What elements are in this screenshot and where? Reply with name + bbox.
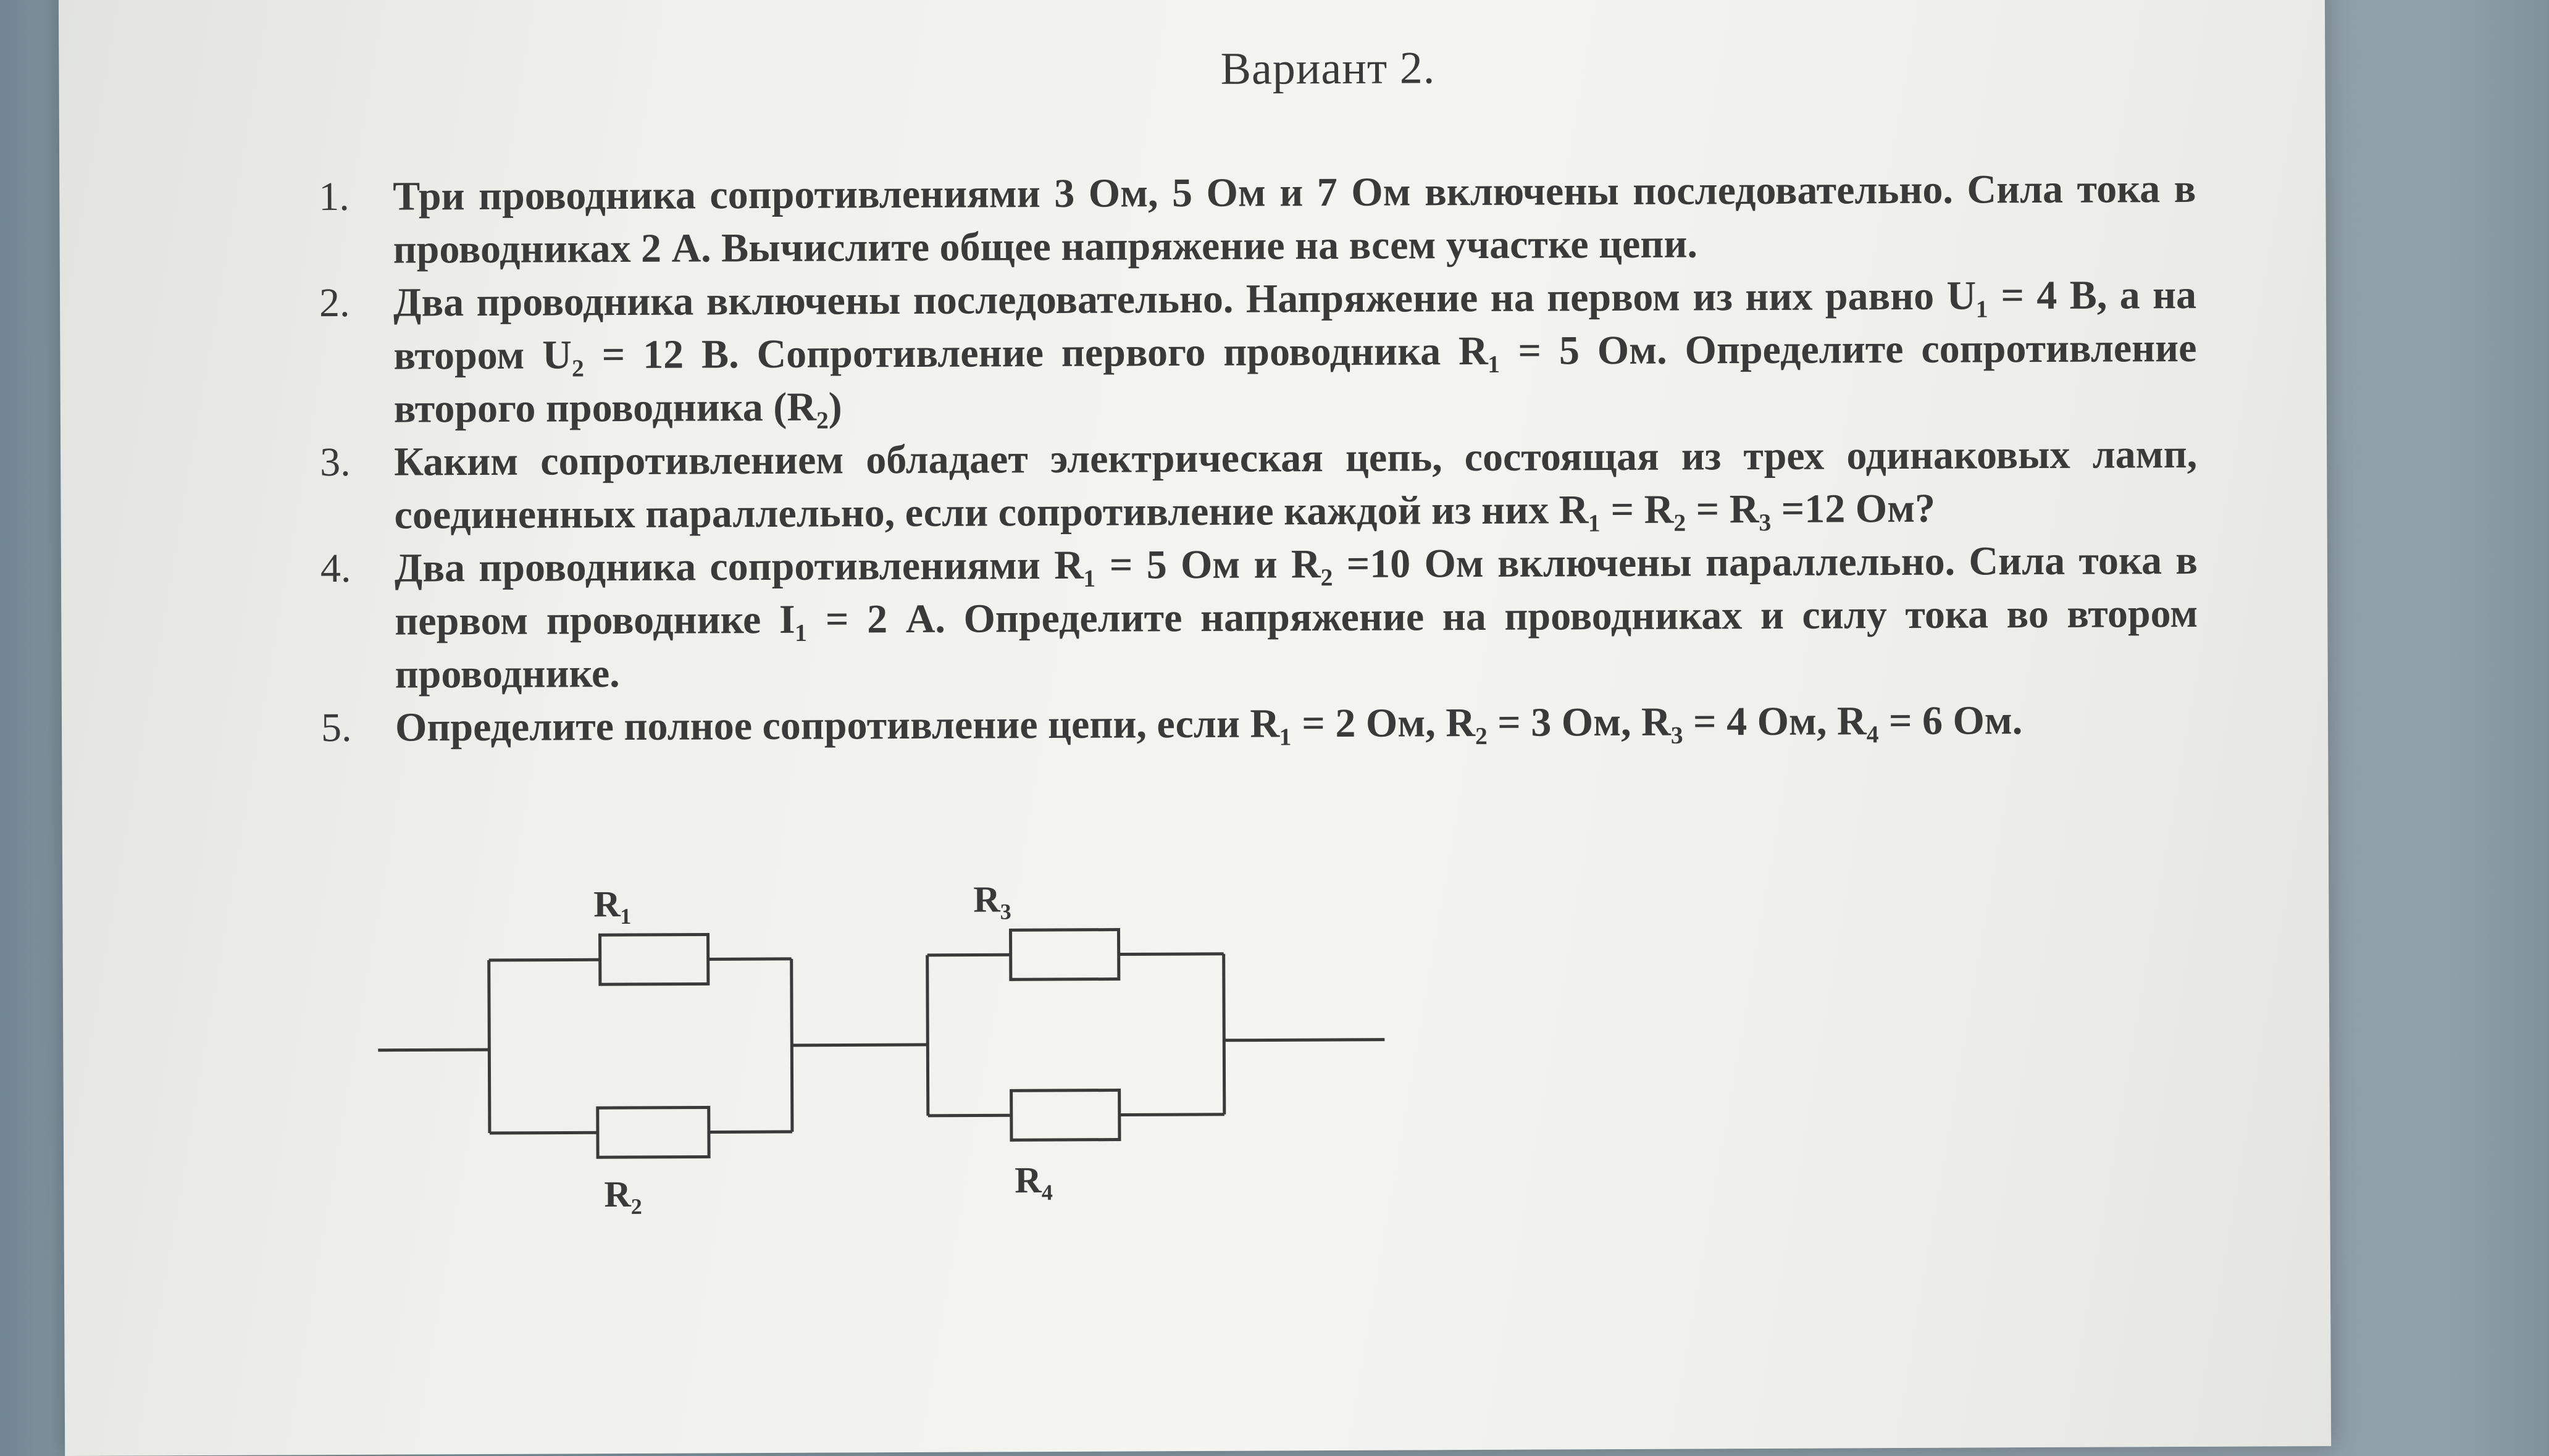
problem-text: Три проводника сопротивлениями 3 Ом, 5 Ом и 7 Ом включены последовательно. Сила тока в проводниках 2 А. Вычислите общее напряжение на всем участке цепи. <box>393 165 2196 272</box>
resistor-r1 <box>600 934 708 984</box>
left-block-left-rail <box>489 960 490 1133</box>
problem-list <box>319 162 2198 755</box>
problem-item <box>320 428 2198 542</box>
problem-number: 2. <box>319 280 350 326</box>
circuit-diagram <box>371 869 1484 1232</box>
r4-wire-left <box>928 1115 1011 1116</box>
problem-text: Каким сопротивлением обладает электрическая цепь, состоящая из трех одинаковых ламп, соединенных параллельно, если сопротивление каждой из них R₁ = R₂ = R₃ =12 Ом? <box>394 431 2198 538</box>
document-content <box>59 0 2331 1456</box>
resistor-r2 <box>598 1107 709 1157</box>
problem-item <box>319 269 2197 436</box>
problem-number: 1. <box>319 174 349 220</box>
label-r2: R₂ <box>604 1173 642 1215</box>
problem-number: 3. <box>320 439 351 485</box>
paper-sheet <box>59 0 2331 1456</box>
resistor-r4 <box>1011 1090 1120 1140</box>
r3-wire-right <box>1119 954 1224 955</box>
problem-number: 4. <box>320 545 351 592</box>
problem-item <box>321 693 2198 755</box>
r2-wire-left <box>490 1132 598 1133</box>
problem-number: 5. <box>320 705 352 751</box>
problem-item <box>319 162 2196 277</box>
problem-text: Определите полное сопротивление цепи, если R₁ = 2 Ом, R₂ = 3 Ом, R₃ = 4 Ом, R₄ = 6 Ом. <box>395 698 2023 750</box>
label-r1: R₁ <box>593 883 632 925</box>
problem-text: Два проводника включены последовательно. Напряжение на первом из них равно U₁ = 4 В, а на втором U₂ = 12 В. Сопротивление первого проводника R₁ = 5 Ом. Определите сопротивление второго проводника (R₂) <box>393 272 2197 432</box>
label-r4: R₄ <box>1015 1160 1053 1201</box>
problem-text: Два проводника сопротивлениями R₁ = 5 Ом и R₂ =10 Ом включены параллельно. Сила тока в первом проводнике I₁ = 2 А. Определите напряжение на проводниках и силу тока во втором проводнике. <box>394 537 2198 697</box>
problem-item <box>320 534 2198 701</box>
resistor-r3 <box>1011 930 1119 980</box>
page-title: Вариант 2. <box>1220 43 1436 94</box>
r1-wire-right <box>708 959 792 960</box>
right-block-left-rail <box>927 955 928 1116</box>
label-r3: R₃ <box>973 879 1011 920</box>
